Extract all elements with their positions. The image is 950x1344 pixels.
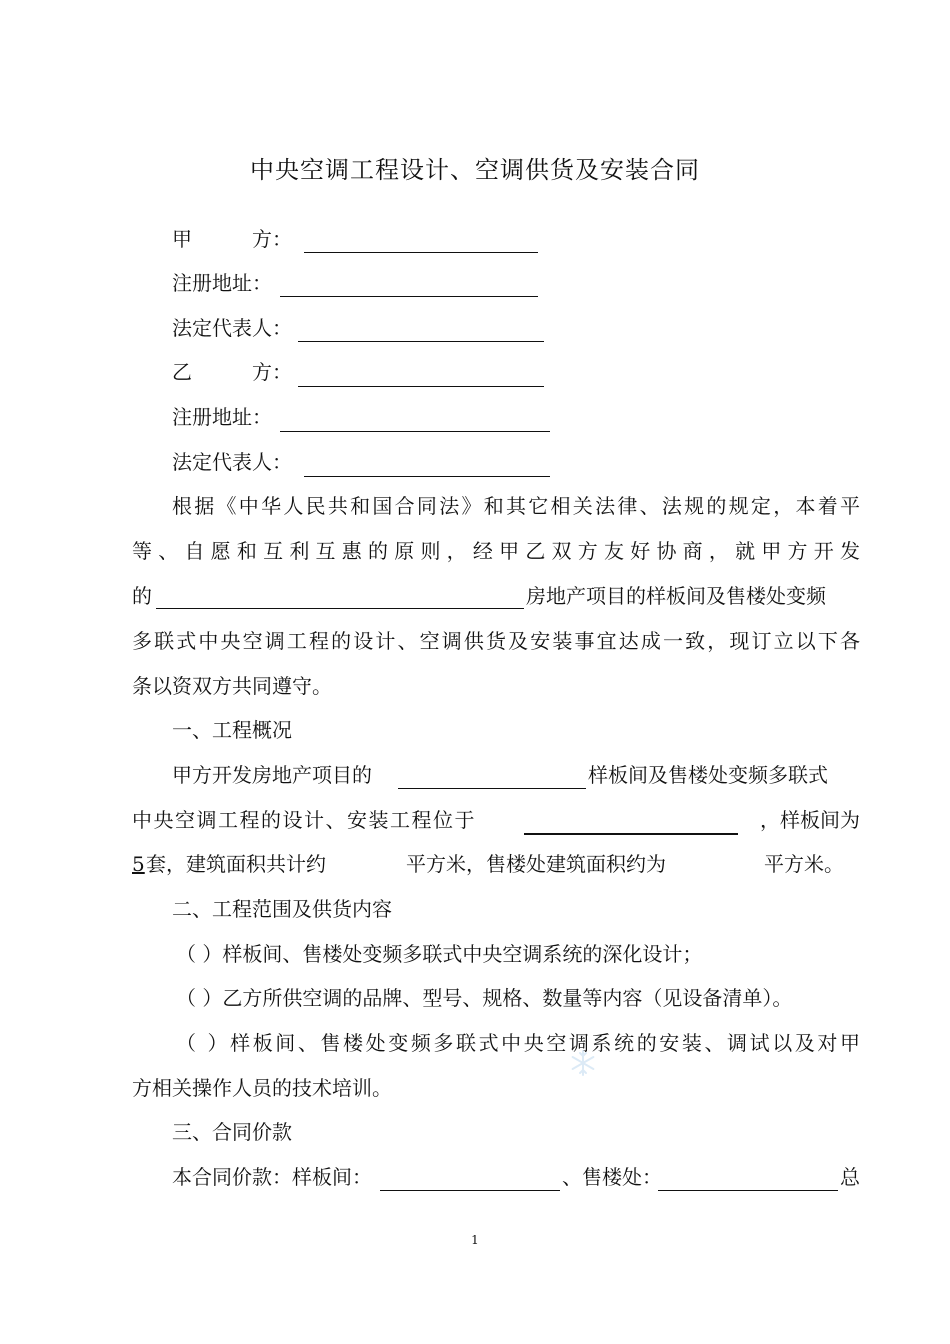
page-title: 中央空调工程设计、空调供货及安装合同 <box>250 156 700 184</box>
party-a-label: 甲 方： <box>172 227 292 251</box>
section-1-line-3-c: 平方米。 <box>764 852 844 876</box>
party-b-rep-blank[interactable] <box>304 476 550 477</box>
party-a-blank[interactable] <box>304 252 538 253</box>
scope-item-3-line-2: 方相关操作人员的技术培训。 <box>132 1076 392 1100</box>
section-1-line-1-prefix: 甲方开发房地产项目的 <box>172 763 372 787</box>
intro-line-5: 条以资双方共同遵守。 <box>132 674 332 698</box>
section-3-line-1-a: 本合同价款：样板间： <box>172 1165 372 1189</box>
party-b-blank[interactable] <box>298 386 544 387</box>
section-1-line-3-a: 套，建筑面积共计约 <box>146 852 326 876</box>
section-1-line-2-suffix: ，样板间为 <box>760 808 860 832</box>
intro-line-4: 多联式中央空调工程的设计、空调供货及安装事宜达成一致，现订立以下各 <box>132 629 860 653</box>
section-1-heading: 一、工程概况 <box>172 718 292 742</box>
intro-line-3-suffix: 房地产项目的样板间及售楼处变频 <box>526 584 826 608</box>
sample-room-count: 5 <box>132 852 145 876</box>
section-3-line-1-b: 、售楼处： <box>562 1165 662 1189</box>
scope-item-2: （ ）乙方所供空调的品牌、型号、规格、数量等内容（见设备清单）。 <box>176 986 793 1010</box>
page-number: 1 <box>471 1233 479 1247</box>
party-a-address-blank[interactable] <box>280 296 538 297</box>
section-3-heading: 三、合同价款 <box>172 1120 292 1144</box>
snowflake-watermark-icon <box>568 1048 598 1078</box>
section-1-line-2-prefix: 中央空调工程的设计、安装工程位于 <box>132 808 476 832</box>
scope-item-1: （ ）样板间、售楼处变频多联式中央空调系统的深化设计； <box>176 942 703 966</box>
party-b-rep-label: 法定代表人： <box>172 450 292 474</box>
intro-line-3-prefix: 的 <box>132 584 152 608</box>
project-blank[interactable] <box>398 788 586 789</box>
party-b-address-blank[interactable] <box>280 431 550 432</box>
party-a-address-label: 注册地址： <box>172 271 272 295</box>
sample-room-price-blank[interactable] <box>380 1190 560 1191</box>
intro-line-1: 根据《中华人民共和国合同法》和其它相关法律、法规的规定，本着平 <box>172 494 860 518</box>
project-name-blank[interactable] <box>156 608 524 609</box>
section-2-heading: 二、工程范围及供货内容 <box>172 897 392 921</box>
intro-line-2: 等、自愿和互利互惠的原则，经甲乙双方友好协商，就甲方开发 <box>132 539 860 563</box>
party-a-rep-blank[interactable] <box>298 341 544 342</box>
section-1-line-3-b: 平方米，售楼处建筑面积约为 <box>406 852 666 876</box>
sales-office-price-blank[interactable] <box>658 1190 838 1191</box>
section-3-line-1-c: 总 <box>840 1165 860 1189</box>
party-b-label: 乙 方： <box>172 360 292 384</box>
location-blank[interactable] <box>524 833 738 835</box>
section-1-line-1-suffix: 样板间及售楼处变频多联式 <box>588 763 828 787</box>
scope-item-3-line-1: （ ）样板间、售楼处变频多联式中央空调系统的安装、调试以及对甲 <box>176 1031 860 1055</box>
party-b-address-label: 注册地址： <box>172 405 272 429</box>
party-a-rep-label: 法定代表人： <box>172 316 292 340</box>
